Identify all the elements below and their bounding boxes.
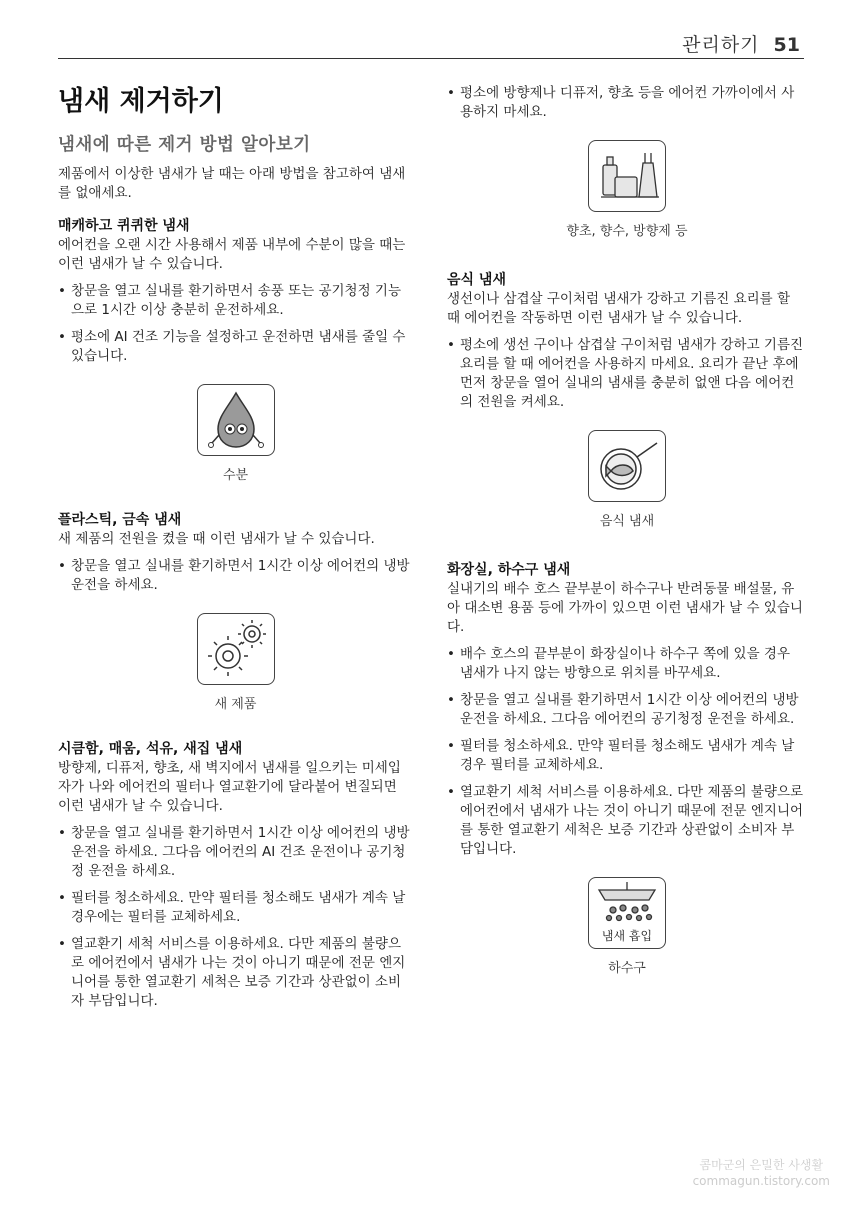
list-item: • 창문을 열고 실내를 환기하면서 송풍 또는 공기청정 기능으로 1시간 이상 충분히 운전하세요. bbox=[58, 282, 413, 320]
right-column bbox=[447, 84, 807, 978]
plastic-section bbox=[58, 511, 413, 714]
food-heading: 음식 냄새 bbox=[447, 272, 506, 288]
list-item: • 필터를 청소하세요. 만약 필터를 청소해도 냄새가 계속 날 경우에는 필터를 교체하세요. bbox=[58, 889, 413, 927]
new-product-caption: 새 제품 bbox=[214, 697, 257, 712]
watermark-line2: commagun.tistory.com bbox=[692, 1174, 830, 1188]
list-item: • 평소에 AI 건조 기능을 설정하고 운전하면 냄새를 줄일 수 있습니다. bbox=[58, 328, 413, 366]
food-figure bbox=[447, 430, 807, 531]
sour-heading: 시큼함, 매움, 석유, 새집 냄새 bbox=[58, 741, 243, 757]
list-item: • 창문을 열고 실내를 환기하면서 1시간 이상 에어컨의 냉방 운전을 하세요. 그다음 에어컨의 공기청정 운전을 하세요. bbox=[447, 691, 807, 729]
new-product-figure bbox=[58, 613, 413, 714]
page-header bbox=[682, 30, 800, 57]
page-number: 51 bbox=[773, 34, 800, 56]
watermark-line1: 콤마군의 은밀한 사생활 bbox=[699, 1158, 824, 1172]
drain-caption: 하수구 bbox=[608, 961, 646, 976]
drain-bullets bbox=[447, 645, 807, 859]
frying-pan-icon bbox=[588, 430, 666, 502]
plastic-heading: 플라스틱, 금속 냄새 bbox=[58, 512, 182, 528]
food-section bbox=[447, 271, 807, 531]
list-item: • 배수 호스의 끝부분이 화장실이나 하수구 쪽에 있을 경우 냄새가 나지 않는 방향으로 위치를 바꾸세요. bbox=[447, 645, 807, 683]
moisture-caption: 수분 bbox=[222, 468, 249, 483]
list-item: • 창문을 열고 실내를 환기하면서 1시간 이상 에어컨의 냉방 운전을 하세요. 그다음 에어컨의 AI 건조 운전이나 공기청정 운전을 하세요. bbox=[58, 824, 413, 881]
intro-paragraph: 제품에서 이상한 냄새가 날 때는 아래 방법을 참고하여 냄새를 없애세요. bbox=[58, 166, 406, 201]
section-title: 관리하기 bbox=[682, 34, 760, 56]
water-drop-icon bbox=[197, 384, 275, 456]
drain-suction-icon bbox=[588, 877, 666, 949]
gears-icon bbox=[197, 613, 275, 685]
drain-description: 실내기의 배수 호스 끝부분이 하수구나 반려동물 배설물, 유아 대소변 용품 등에 가까이 있으면 이런 냄새가 날 수 있습니다. bbox=[447, 581, 803, 635]
list-item: • 평소에 생선 구이나 삼겹살 구이처럼 냄새가 강하고 기름진 요리를 할 때 에어컨을 사용하지 마세요. 요리가 끝난 후에 먼저 창문을 열어 실내의 냄새를 충분히 없앤 다음 에어컨의 전원을 켜세요. bbox=[447, 336, 807, 412]
musty-description: 에어컨을 오랜 시간 사용해서 제품 내부에 수분이 많을 때는 이런 냄새가 날 수 있습니다. bbox=[58, 237, 406, 272]
drain-figure bbox=[447, 877, 807, 978]
musty-section bbox=[58, 217, 413, 485]
sour-extra-bullets bbox=[447, 84, 807, 122]
fragrance-figure bbox=[447, 140, 807, 241]
list-item: • 창문을 열고 실내를 환기하면서 1시간 이상 에어컨의 냉방 운전을 하세요. bbox=[58, 557, 413, 595]
list-item: • 열교환기 세척 서비스를 이용하세요. 다만 제품의 불량으로 에어컨에서 냄새가 나는 것이 아니기 때문에 전문 엔지니어를 통한 열교환기 세척은 보증 기간과 상관없이 소비자 부담입니다. bbox=[447, 783, 807, 859]
sour-bullets bbox=[58, 824, 413, 1011]
food-caption: 음식 냄새 bbox=[599, 514, 655, 529]
plastic-bullets bbox=[58, 557, 413, 595]
section-subtitle: 냄새에 따른 제거 방법 알아보기 bbox=[58, 135, 311, 155]
fragrance-bottles-icon bbox=[588, 140, 666, 212]
list-item: • 열교환기 세척 서비스를 이용하세요. 다만 제품의 불량으로 에어컨에서 냄새가 나는 것이 아니기 때문에 전문 엔지니어를 통한 열교환기 세척은 보증 기간과 상관없이 소비자 부담입니다. bbox=[58, 935, 413, 1011]
page-title: 냄새 제거하기 bbox=[58, 86, 224, 117]
header-divider bbox=[58, 58, 804, 59]
fragrance-caption: 향초, 향수, 방향제 등 bbox=[566, 224, 688, 239]
sour-description: 방향제, 디퓨저, 향초, 새 벽지에서 냄새를 일으키는 미세입자가 나와 에어컨의 필터나 열교환기에 달라붙어 변질되면 이런 냄새가 날 수 있습니다. bbox=[58, 760, 401, 814]
plastic-description: 새 제품의 전원을 켰을 때 이런 냄새가 날 수 있습니다. bbox=[58, 531, 375, 547]
moisture-figure bbox=[58, 384, 413, 485]
food-bullets bbox=[447, 336, 807, 412]
left-column bbox=[58, 80, 413, 1019]
musty-bullets bbox=[58, 282, 413, 366]
drain-heading: 화장실, 하수구 냄새 bbox=[447, 562, 571, 578]
watermark bbox=[693, 1157, 830, 1189]
list-item: • 필터를 청소하세요. 만약 필터를 청소해도 냄새가 계속 날 경우 필터를 교체하세요. bbox=[447, 737, 807, 775]
musty-heading: 매캐하고 퀴퀴한 냄새 bbox=[58, 218, 190, 234]
suction-label: 냄새 흡입 bbox=[601, 929, 653, 943]
list-item: • 평소에 방향제나 디퓨저, 향초 등을 에어컨 가까이에서 사용하지 마세요. bbox=[447, 84, 807, 122]
sour-section bbox=[58, 740, 413, 1011]
drain-section bbox=[447, 561, 807, 978]
food-description: 생선이나 삼겹살 구이처럼 냄새가 강하고 기름진 요리를 할 때 에어컨을 작동하면 이런 냄새가 날 수 있습니다. bbox=[447, 291, 791, 326]
